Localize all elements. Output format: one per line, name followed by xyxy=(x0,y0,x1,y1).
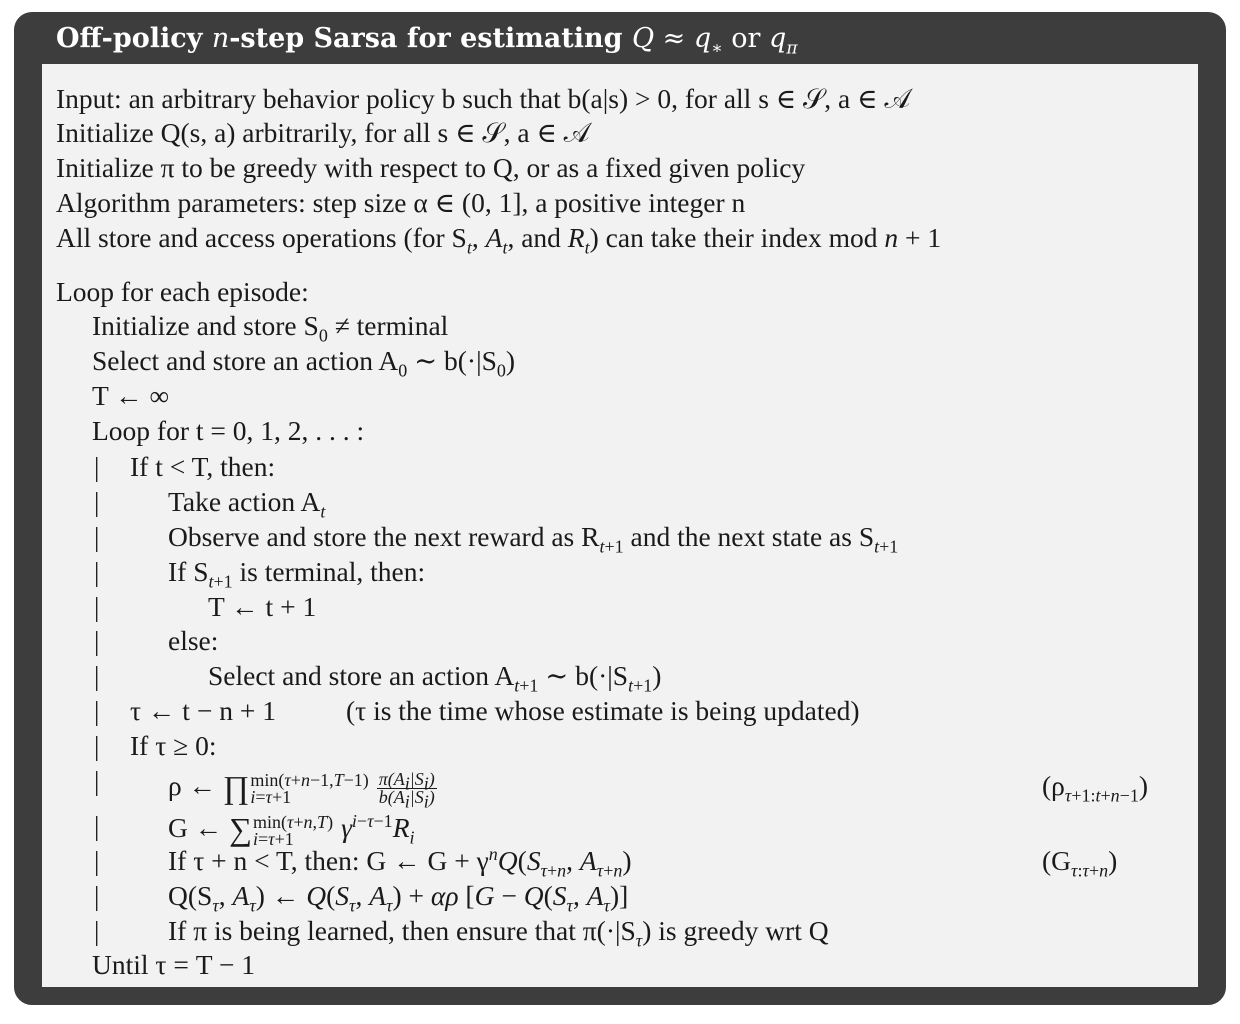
if-tau-n-text: If τ + n < T, then: G ← G + γ xyxy=(168,845,489,876)
init-s0-tail: ≠ terminal xyxy=(327,310,449,341)
loop-bar: | xyxy=(94,487,100,517)
line-select-a0: Select and store an action $A_0$ ∼ $b(\cdot|S_0)$ xyxy=(92,345,516,381)
title-sub1: ∗ xyxy=(711,38,723,59)
select-next-text: Select and store an action A xyxy=(208,660,515,691)
line-store: All store and access operations (for $S_t$, $A_t$, and $R_t$) can take their index mod n + 1 xyxy=(56,222,942,258)
line-loop-t: Loop for t = 0, 1, 2, . . . : xyxy=(92,415,365,446)
g-label: (G xyxy=(1042,845,1072,876)
loop-bar: | xyxy=(94,522,100,552)
title-q: q xyxy=(769,23,787,54)
line-if-term: If $S_{t+1}$ is terminal, then: xyxy=(168,556,426,592)
line-init-s0: Initialize and store $S_0$ ≠ terminal xyxy=(92,310,449,346)
algorithm-title xyxy=(18,16,1222,65)
if-term-tail: is terminal, then: xyxy=(232,556,426,587)
loop-bar: | xyxy=(94,811,100,841)
if-pi-tail: ) is greedy wrt Q xyxy=(642,915,829,946)
line-if-tau: If τ ≥ 0: xyxy=(130,730,217,761)
g-lhs: G ← xyxy=(168,812,230,843)
title-rest: -step Sarsa for estimating xyxy=(229,23,632,54)
loop-bar: | xyxy=(94,626,100,656)
q-update-text: Q(S xyxy=(168,880,213,911)
select-a0-tail: ∼ b(·|S xyxy=(407,345,497,376)
line-input: Input: an arbitrary behavior policy b such that b(a|s) > 0, for all s ∈ 𝒮, a ∈ 𝒜 xyxy=(56,83,911,114)
loop-bar: | xyxy=(94,696,100,726)
store-text: All store and access operations (for S xyxy=(56,222,467,253)
line-init-q: Initialize Q(s, a) arbitrarily, for all s ∈ 𝒮, a ∈ 𝒜 xyxy=(56,117,590,148)
line-loop-episode: Loop for each episode: xyxy=(56,276,309,307)
loop-bar: | xyxy=(94,661,100,691)
line-g: G ← ∑ min(τ+n,T) i=τ+1 $\gamma^{i-\tau-1}R_i$ xyxy=(168,810,415,849)
title-sub2: π xyxy=(786,38,798,59)
rho-label: (ρ xyxy=(1042,770,1065,801)
line-until: Until τ = T − 1 xyxy=(92,949,256,980)
line-if-pi: If π is being learned, then ensure that $\pi(\cdot|S_\tau)$ is greedy wrt Q xyxy=(168,915,829,951)
line-if-t: If t < T, then: xyxy=(130,451,276,482)
algorithm-body xyxy=(40,62,1200,989)
loop-bar: | xyxy=(94,846,100,876)
select-next-mid: ∼ b(·|S xyxy=(538,660,629,691)
title-or: or xyxy=(722,23,770,54)
line-else: else: xyxy=(168,625,219,656)
g-tail: R xyxy=(392,812,410,843)
line-t-inf: T ← ∞ xyxy=(92,380,170,411)
label-rho: $(\rho_{\tau+1:t+n-1})$ xyxy=(1042,770,1148,806)
loop-bar: | xyxy=(94,881,100,911)
line-observe: Observe and store the next reward as $R_{t+1}$ and the next state as $S_{t+1}$ xyxy=(168,521,899,557)
line-params: Algorithm parameters: step size α ∈ (0, 1], a positive integer n xyxy=(56,187,746,218)
init-s0-text: Initialize and store S xyxy=(92,310,319,341)
line-init-pi: Initialize π to be greedy with respect to Q, or as a fixed given policy xyxy=(56,152,806,183)
take-text: Take action A xyxy=(168,486,321,517)
select-a0-text: Select and store an action A xyxy=(92,345,399,376)
observe-mid: and the next state as S xyxy=(623,521,875,552)
if-pi-text: If π is being learned, then ensure that π(·|S xyxy=(168,915,636,946)
title-prefix: Off-policy xyxy=(56,23,212,54)
loop-bar: | xyxy=(94,592,100,622)
line-take: Take action $A_t$ xyxy=(168,486,326,522)
loop-bar: | xyxy=(94,452,100,482)
title-math: Q ≈ q xyxy=(631,23,712,54)
loop-bar: | xyxy=(94,916,100,946)
title-n: n xyxy=(211,23,230,54)
line-t-set: T ← t + 1 xyxy=(208,591,317,622)
rho-lhs: ρ ← xyxy=(168,770,223,801)
line-rho: ρ ← ∏ min(τ+n−1,T−1) i=τ+1 $\frac{\pi(A_i|S_i)}{b(A_i|S_i)}$ xyxy=(168,769,435,812)
line-q-update: $Q(S_\tau$, $A_\tau$) ← $Q(S_\tau$, $A_\tau) + \alpha\rho$ [$G - Q(S_\tau$, $A_\tau$)] xyxy=(168,880,629,916)
line-select-next: Select and store an action $A_{t+1}$ ∼ $b(\cdot|S_{t+1})$ xyxy=(208,660,662,696)
loop-bar: | xyxy=(94,766,100,796)
line-tau-note: (τ is the time whose estimate is being updated) xyxy=(346,695,860,726)
loop-bar: | xyxy=(94,731,100,761)
loop-bar: | xyxy=(94,557,100,587)
line-tau: τ ← t − n + 1 xyxy=(130,695,276,726)
observe-text: Observe and store the next reward as R xyxy=(168,521,600,552)
line-if-tau-n: If τ + n < T, then: G ← $G + \gamma^nQ(S_{\tau+n}$, $A_{\tau+n}$) xyxy=(168,843,632,881)
if-term-text: If S xyxy=(168,556,209,587)
label-g: $(G_{\tau:\tau+n})$ xyxy=(1042,845,1118,881)
